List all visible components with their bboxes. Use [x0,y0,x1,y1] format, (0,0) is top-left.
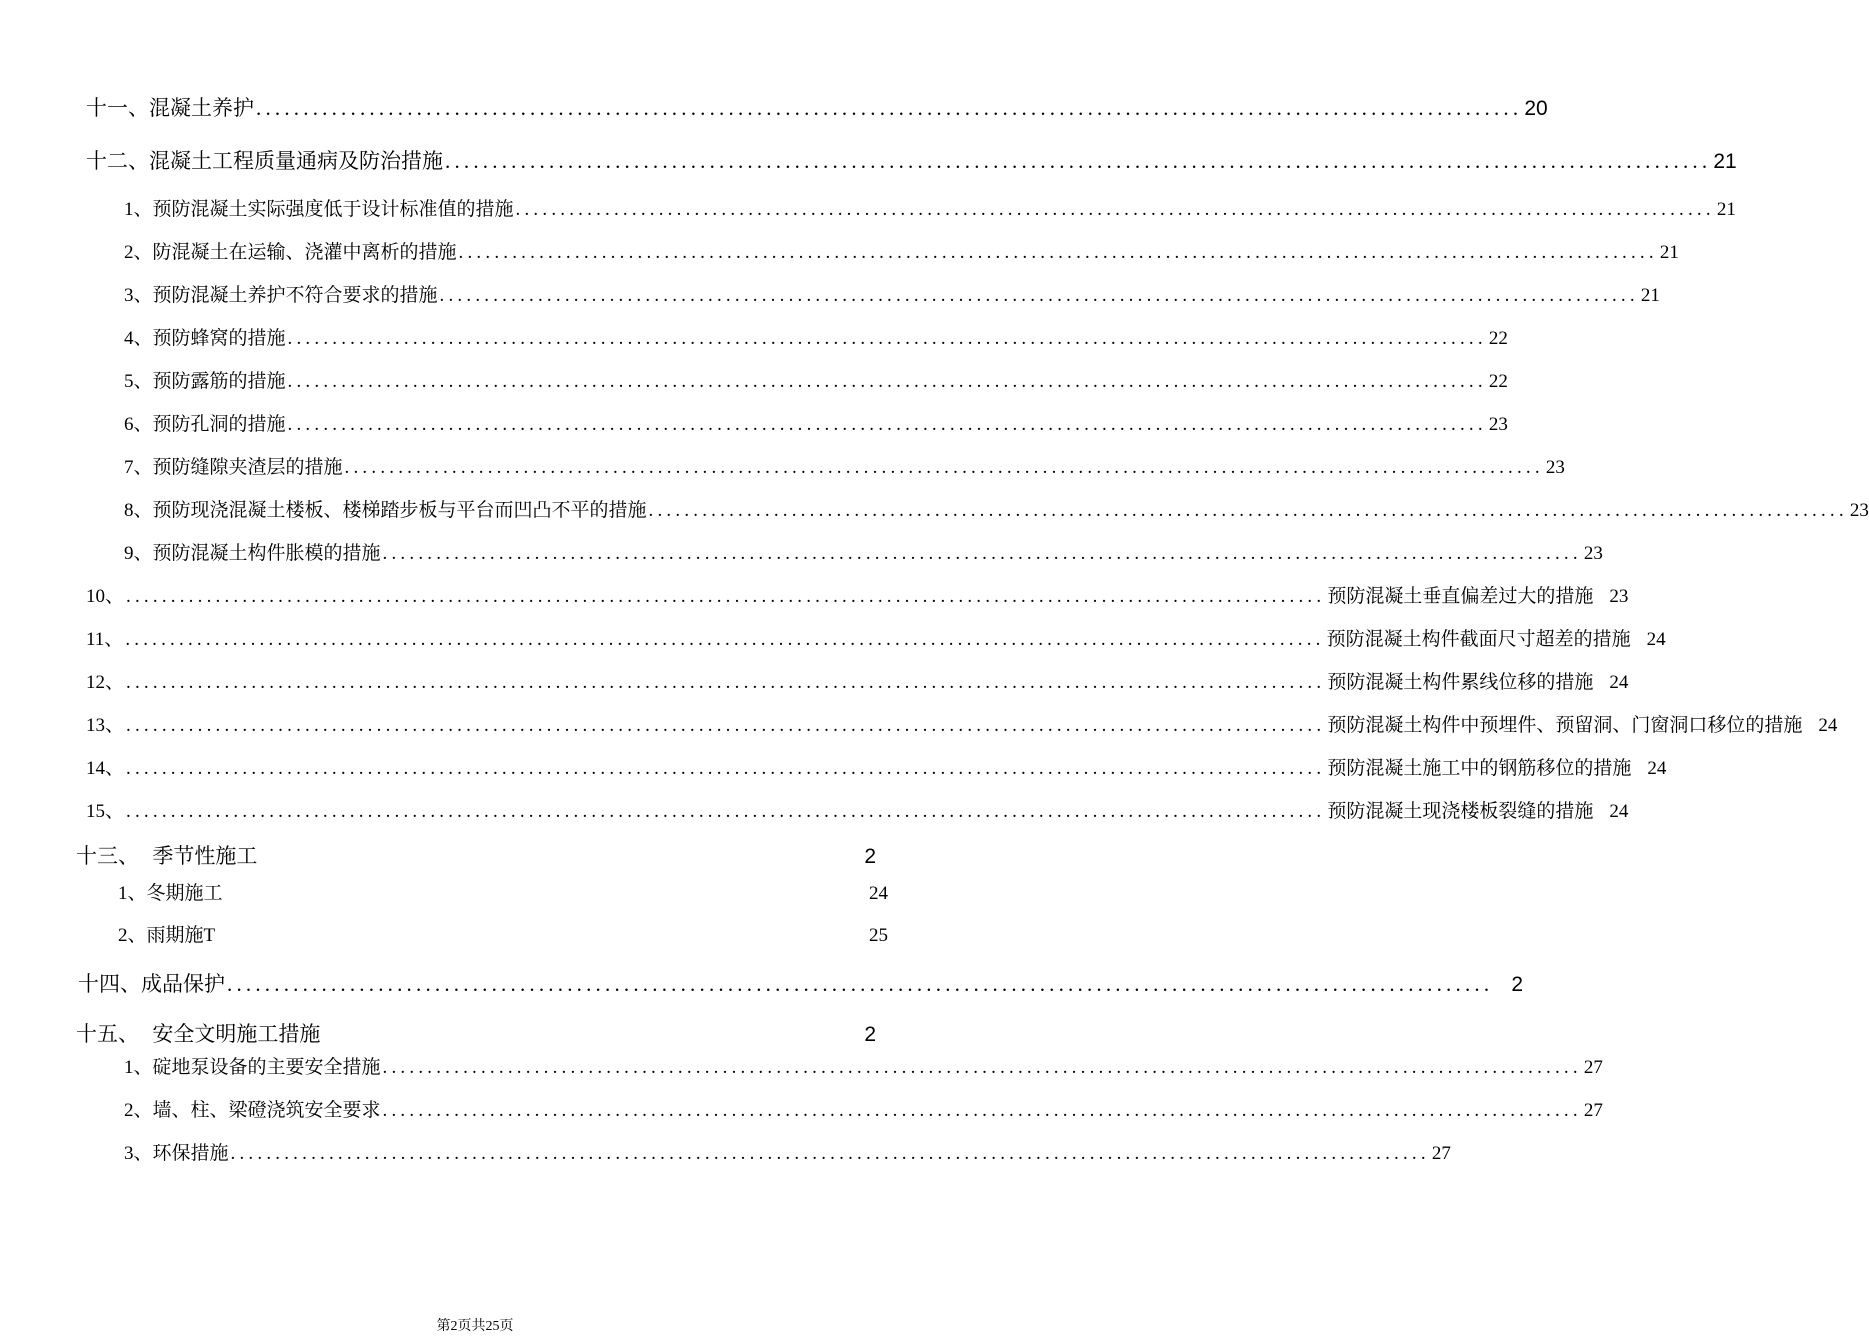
toc-subentry-12-15[interactable] [86,796,1629,823]
toc-subentry-page: 27 [1431,1143,1451,1164]
toc-subentry-12-13[interactable] [86,710,1838,737]
toc-leader-dots: ...................................................................................................................................... [126,672,1326,693]
toc-subentry-title: 、雨期施 [127,924,204,946]
footer-current-page: 2 [450,1319,458,1334]
toc-subentry-title: 、环保措施 [133,1142,229,1164]
toc-subentry-title: 、预防露筋的措施 [133,370,286,392]
toc-subentry-number: 2 [118,925,128,946]
toc-subentry-15-1[interactable] [124,1052,1603,1079]
toc-entry-s11[interactable] [86,92,1548,122]
toc-leader-dots: ...................................................................................................................................... [230,1143,1430,1164]
toc-entry-label: 十四、成品保护 [78,972,225,996]
toc-subentry-number: 13 [86,715,105,736]
toc-leader-dots: ...................................................................................................................................... [382,543,1582,564]
toc-subentry-page: 24 [1818,715,1838,736]
toc-entry-label: 十五、 安全文明施工措施 [76,1022,321,1046]
toc-subentry-number: 6 [124,414,134,435]
toc-leader-dots: ...................................................................................................................................... [126,715,1326,736]
toc-subentry-number: 10 [86,586,105,607]
toc-subentry-12-7[interactable] [124,452,1565,479]
toc-subentry-12-8[interactable] [124,495,1869,522]
toc-subentry-page: 23 [1545,457,1565,478]
toc-subentry-page: 24 [1609,672,1629,693]
toc-subentry-page: 23 [1488,414,1508,435]
toc-subentry-number: 5 [124,371,134,392]
footer-prefix: 第 [436,1319,451,1334]
toc-subentry-13-1[interactable] [118,878,888,905]
toc-subentry-12-10[interactable] [86,581,1629,608]
toc-subentry-number: 1 [124,1057,134,1078]
toc-entry-s12[interactable] [86,145,1737,175]
toc-subentry-12-9[interactable] [124,538,1603,565]
toc-subentry-page: 27 [1583,1100,1603,1121]
toc-subentry-title: 预防混凝土垂直偏差过大的措施 [1327,585,1594,607]
toc-subentry-15-3[interactable] [124,1138,1451,1165]
toc-subentry-page: 21 [1716,199,1736,220]
toc-subentry-12-11[interactable] [86,624,1666,651]
toc-leader-dots: ...................................................................................................................................... [126,586,1326,607]
toc-subentry-page: 21 [1640,285,1660,306]
toc-leader-dots: ...................................................................................................................................... [126,801,1326,822]
toc-subentry-title: 预防混凝土构件中预埋件、预留洞、门窗洞口移位的措施 [1327,714,1803,736]
toc-subentry-page: 23 [1849,500,1869,521]
toc-subentry-number: 4 [124,328,134,349]
toc-leader-dots: ...................................................................................................................................... [125,629,1325,650]
toc-subentry-13-2[interactable] [118,920,888,947]
toc-entry-page: 21 [1713,150,1737,173]
toc-subentry-title: 、预防孔洞的措施 [133,413,286,435]
toc-subentry-number: 3 [124,1143,134,1164]
toc-leader-dots: ...................................................................................................................................... [287,371,1487,392]
toc-subentry-12-2[interactable] [124,237,1679,264]
toc-leader-dots: ...................................................................................................................................... [382,1100,1582,1121]
toc-leader-dots: ...................................................................................................................................... [344,457,1544,478]
toc-subentry-page: 24 [1647,758,1667,779]
toc-subentry-page: 24 [1609,801,1629,822]
toc-entry-page: 2 [864,845,876,868]
toc-entry-label: 十一、混凝土养护 [86,96,254,120]
toc-subentry-number: 2 [124,242,134,263]
toc-subentry-number: 1 [118,883,128,904]
toc-subentry-number: 12 [86,672,105,693]
toc-subentry-title: 预防混凝土施工中的钢筋移位的措施 [1327,757,1632,779]
toc-subentry-title: 、预防缝隙夹渣层的措施 [133,456,343,478]
toc-subentry-15-2[interactable] [124,1095,1603,1122]
toc-leader-dots: ...................................................................................................................................... [515,199,1715,220]
toc-entry-label: 十二、混凝土工程质量通病及防治措施 [86,149,443,173]
toc-leader-dots: ...................................................................................................................................... [287,414,1487,435]
toc-subentry-12-5[interactable] [124,366,1508,393]
toc-subentry-number: 9 [124,543,134,564]
toc-subentry-number: 2 [124,1100,134,1121]
toc-subentry-number: 1 [124,199,134,220]
toc-subentry-page: 25 [869,925,888,946]
toc-subentry-title: 预防混凝土现浇楼板裂缝的措施 [1327,800,1594,822]
toc-subentry-title: 、墙、柱、梁磴浇筑安全要求 [133,1099,381,1121]
toc-subentry-12-1[interactable] [124,194,1736,221]
toc-subentry-sep: 、 [105,585,125,607]
footer-suffix: 页 [499,1319,514,1334]
toc-entry-label: 十三、 季节性施工 [76,844,258,868]
toc-subentry-page: 21 [1659,242,1679,263]
toc-subentry-number: 14 [86,758,105,779]
toc-subentry-12-6[interactable] [124,409,1508,436]
toc-subentry-sep: 、 [105,714,125,736]
toc-subentry-title: 、预防混凝土养护不符合要求的措施 [133,284,438,306]
toc-entry-page: 2 [1511,973,1523,996]
toc-subentry-sep: 、 [105,800,125,822]
toc-subentry-title: 预防混凝土构件截面尺寸超差的措施 [1326,628,1631,650]
toc-subentry-title: 、预防混凝土实际强度低于设计标准值的措施 [133,198,514,220]
toc-subentry-page: 22 [1488,371,1508,392]
toc-subentry-page: 24 [1646,629,1666,650]
toc-subentry-title: 、冬期施工 [127,882,223,904]
toc-entry-s15[interactable] [76,1018,876,1048]
page-footer [0,1315,950,1335]
toc-subentry-12-12[interactable] [86,667,1629,694]
toc-leader-dots: ...................................................................................................................................... [439,285,1639,306]
toc-subentry-number: 15 [86,801,105,822]
toc-subentry-page: 22 [1488,328,1508,349]
toc-leader-dots: ...................................................................................................................................... [445,149,1712,173]
toc-subentry-12-14[interactable] [86,753,1667,780]
toc-subentry-title: 、预防现浇混凝土楼板、楼梯踏步板与平台而凹凸不平的措施 [133,499,647,521]
toc-leader-dots: ...................................................................................................................................... [458,242,1658,263]
toc-entry-s13[interactable] [76,840,876,870]
toc-subentry-sep: 、 [104,628,124,650]
toc-subentry-title: 、预防混凝土构件胀模的措施 [133,542,381,564]
toc-subentry-title: 、碇地泵设备的主要安全措施 [133,1056,381,1078]
toc-leader-dots: ...................................................................................................................................... [227,972,1494,996]
toc-leader-dots: ...................................................................................................................................... [126,758,1326,779]
toc-subentry-number: 7 [124,457,134,478]
toc-subentry-sep: 、 [105,757,125,779]
toc-entry-page: 2 [864,1023,876,1046]
toc-subentry-number: 3 [124,285,134,306]
toc-leader-dots: ...................................................................................................................................... [256,96,1523,120]
toc-subentry-page: 23 [1583,543,1603,564]
toc-leader-dots: ...................................................................................................................................... [648,500,1848,521]
toc-entry-s14[interactable] [78,968,1523,998]
footer-middle: 页共 [457,1319,486,1334]
toc-entry-page: 20 [1524,97,1548,120]
toc-leader-dots: ...................................................................................................................................... [382,1057,1582,1078]
toc-subentry-title: 、防混凝土在运输、浇灌中离析的措施 [133,241,457,263]
toc-subentry-sep: 、 [105,671,125,693]
toc-subentry-page: 27 [1583,1057,1603,1078]
toc-subentry-page: 23 [1609,586,1629,607]
toc-subentry-title-tail: T [203,925,216,946]
toc-subentry-number: 8 [124,500,134,521]
toc-subentry-12-3[interactable] [124,280,1660,307]
toc-subentry-page: 24 [869,883,888,904]
toc-subentry-title: 、预防蜂窝的措施 [133,327,286,349]
toc-subentry-number: 11 [86,629,105,650]
footer-total-pages: 25 [485,1319,500,1334]
toc-subentry-title: 预防混凝土构件累线位移的措施 [1327,671,1594,693]
toc-subentry-12-4[interactable] [124,323,1508,350]
toc-leader-dots: ...................................................................................................................................... [287,328,1487,349]
